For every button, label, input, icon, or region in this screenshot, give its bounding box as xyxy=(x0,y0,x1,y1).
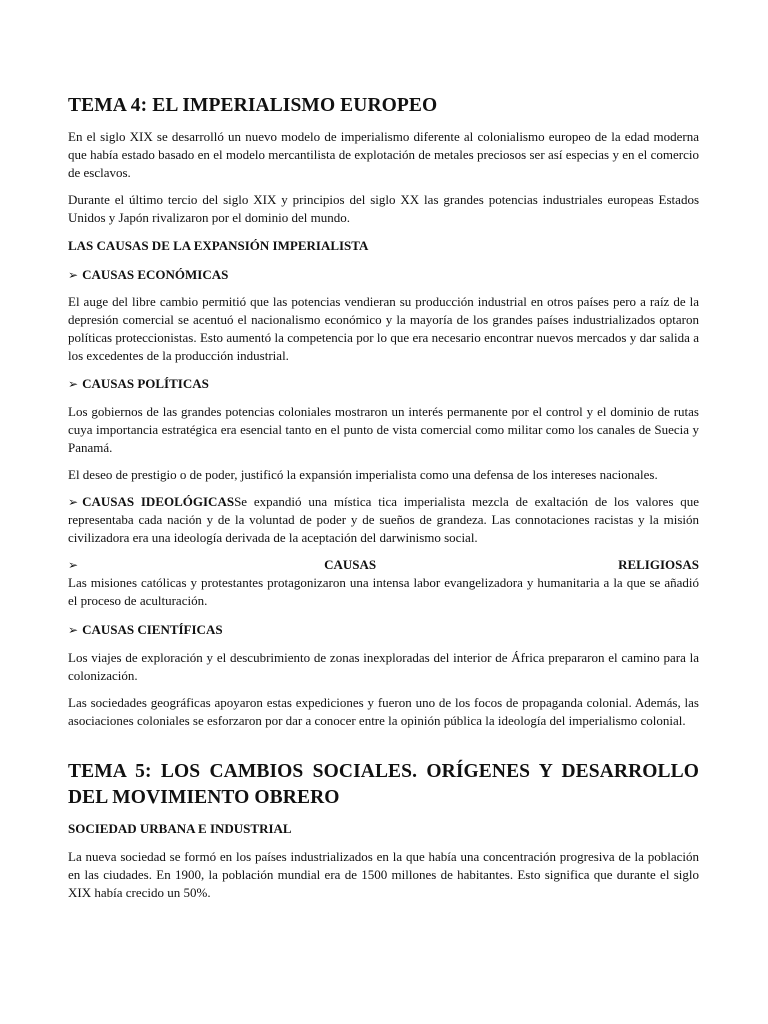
ideologicas-text: Se expandió una mística tica imperialista mezcla de exaltación de los valores que representaba cada nación y de la voluntad de poder y de sueños de grandeza. Las connotaciones racistas y la misión civilizadora era una ideología derivada de la aceptación del darwinismo social. xyxy=(68,494,700,545)
politicas-heading xyxy=(68,375,209,393)
tema4-paragraph-1: En el siglo XIX se desarrolló un nuevo modelo de imperialismo diferente al colonialismo europeo de la edad moderna que había estado basado en el modelo mercantilista de explotación de metales preciosos ser así especias y en el comercio de esclavos. xyxy=(68,129,699,180)
politicas-heading-text: CAUSAS POLÍTICAS xyxy=(82,376,209,391)
politicas-paragraph-1: Los gobiernos de las grandes potencias coloniales mostraron un interés permanente por el control y el dominio de rutas cuya importancia estratégica era esencial tanto en el punto de vista comercial como militar como los canales de Suecia y Panamá. xyxy=(68,404,699,455)
causas-heading: LAS CAUSAS DE LA EXPANSIÓN IMPERIALISTA xyxy=(68,238,369,253)
sociedad-paragraph: La nueva sociedad se formó en los países industrializados en la que había una concentración progresiva de la población en las ciudades. En 1900, la población mundial era de 1500 millones de habitantes. Esto significa que durante el siglo XIX había crecido un 50%. xyxy=(68,849,699,900)
cientificas-heading xyxy=(68,621,223,639)
cientificas-paragraph-2: Las sociedades geográficas apoyaron estas expediciones y fueron uno de los focos de propaganda colonial. Además, las asociaciones coloniales se esforzaron por dar a conocer entre la opinión pública la ideología del imperialismo colonial. xyxy=(68,695,699,728)
tema4-title: TEMA 4: EL IMPERIALISMO EUROPEO xyxy=(68,95,438,116)
arrow-bullet-icon: ➢ xyxy=(68,495,79,509)
politicas-paragraph-2: El deseo de prestigio o de poder, justificó la expansión imperialista como una defensa de los intereses nacionales. xyxy=(68,467,658,482)
religiosas-word-causas: CAUSAS xyxy=(324,557,377,572)
tema4-paragraph-2: Durante el último tercio del siglo XIX y principios del siglo XX las grandes potencias industriales europeas Estados Unidos y Japón rivalizaron por el dominio del mundo. xyxy=(68,192,699,225)
economicas-paragraph: El auge del libre cambio permitió que las potencias vendieran su producción industrial en otros países pero a raíz de la depresión comercial se acentuó el nacionalismo económico y la mayoría de los grandes países industrializados optaron políticas proteccionistas. Esto aumentó la competencia por lo que era necesario encontrar nuevos mercados y dar salida a los excedentes de la producción industrial. xyxy=(68,294,699,363)
religiosas-heading xyxy=(68,556,699,574)
economicas-heading xyxy=(68,266,228,284)
cientificas-paragraph-1: Los viajes de exploración y el descubrimiento de zonas inexploradas del interior de África prepararon el camino para la colonización. xyxy=(68,650,699,683)
religiosas-paragraph: Las misiones católicas y protestantes protagonizaron una intensa labor evangelizadora y humanitaria a la que se añadió el proceso de aculturación. xyxy=(68,575,699,608)
ideologicas-paragraph xyxy=(68,493,699,547)
ideologicas-heading: CAUSAS IDEOLÓGICAS xyxy=(82,494,235,509)
religiosas-word-religiosas: RELIGIOSAS xyxy=(618,557,699,572)
arrow-bullet-icon: ➢ xyxy=(68,377,79,391)
tema5-title: TEMA 5: LOS CAMBIOS SOCIALES. ORÍGENES Y DESARROLLO DEL MOVIMIENTO OBRERO xyxy=(68,761,699,808)
cientificas-heading-text: CAUSAS CIENTÍFICAS xyxy=(82,622,223,637)
sociedad-heading: SOCIEDAD URBANA E INDUSTRIAL xyxy=(68,821,292,836)
arrow-bullet-icon: ➢ xyxy=(68,268,79,282)
economicas-heading-text: CAUSAS ECONÓMICAS xyxy=(82,267,229,282)
arrow-bullet-icon: ➢ xyxy=(68,558,79,572)
arrow-bullet-icon: ➢ xyxy=(68,623,79,637)
